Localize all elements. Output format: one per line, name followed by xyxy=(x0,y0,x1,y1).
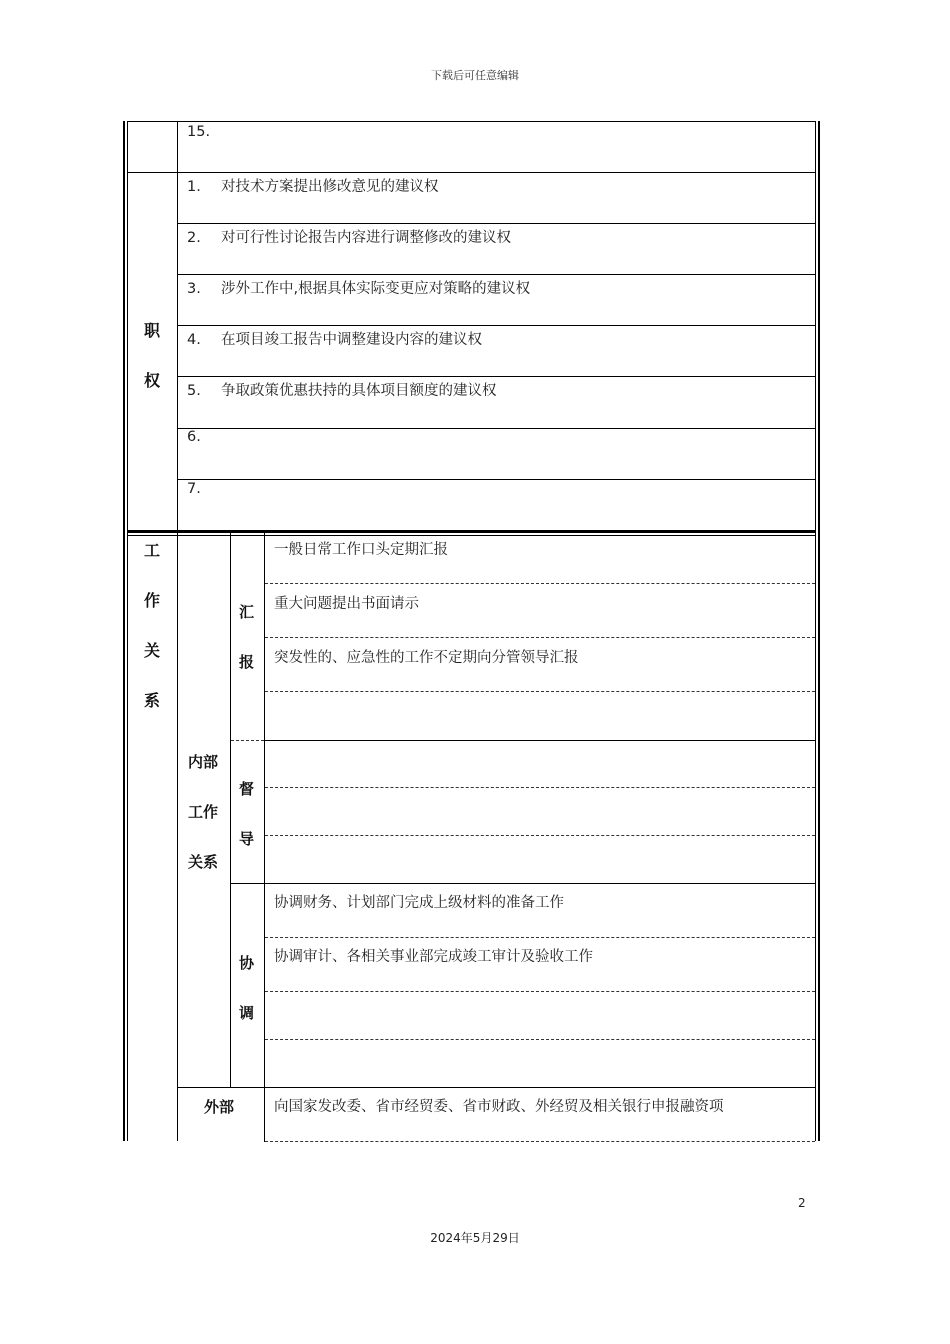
coordinate-label: 协 调 xyxy=(239,954,255,1022)
authority-label: 职 权 xyxy=(143,321,160,390)
supervise-label: 督 导 xyxy=(239,780,255,848)
external-relations-label: 外部 xyxy=(204,1098,235,1116)
authority-item-3: 3. 涉外工作中,根据具体实际变更应对策略的建议权 xyxy=(187,281,531,297)
report-label: 汇 报 xyxy=(239,603,255,671)
report-line-2: 重大问题提出书面请示 xyxy=(274,596,419,612)
page-number: 2 xyxy=(798,1196,806,1210)
relations-label: 工 作 关 系 xyxy=(143,541,160,710)
footer-date: 2024年5月29日 xyxy=(430,1231,520,1245)
coordinate-line-1: 协调财务、计划部门完成上级材料的准备工作 xyxy=(274,895,564,911)
prev-row-number: 15. xyxy=(187,124,211,140)
external-line-1: 向国家发改委、省市经贸委、省市财政、外经贸及相关银行申报融资项 xyxy=(274,1099,724,1115)
authority-item-4: 4. 在项目竣工报告中调整建设内容的建议权 xyxy=(187,332,482,348)
coordinate-line-2: 协调审计、各相关事业部完成竣工审计及验收工作 xyxy=(274,949,593,965)
authority-item-2: 2. 对可行性讨论报告内容进行调整修改的建议权 xyxy=(187,230,511,246)
report-line-3: 突发性的、应急性的工作不定期向分管领导汇报 xyxy=(274,650,579,666)
authority-item-5: 5. 争取政策优惠扶持的具体项目额度的建议权 xyxy=(187,383,497,399)
authority-item-6: 6. xyxy=(187,429,201,445)
authority-item-1: 1. 对技术方案提出修改意见的建议权 xyxy=(187,179,439,195)
page-header-note: 下载后可任意编辑 xyxy=(431,69,519,82)
authority-item-7: 7. xyxy=(187,481,201,497)
report-line-1: 一般日常工作口头定期汇报 xyxy=(274,542,448,558)
internal-relations-label: 内部 工作 关系 xyxy=(188,753,219,871)
